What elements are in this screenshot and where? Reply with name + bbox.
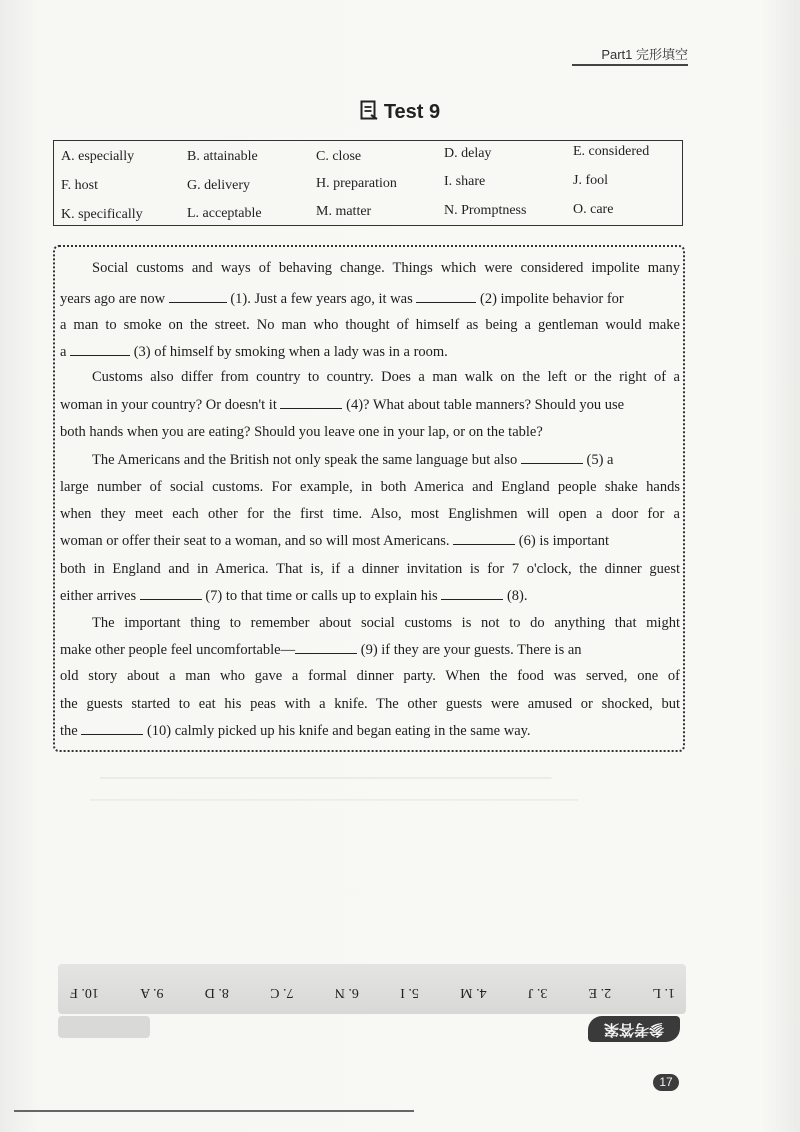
option-m: M. matter — [316, 204, 372, 219]
passage-line: both in England and in America. That is, if a dinner invitation is for 7 o'clock, the dinner guest — [60, 561, 680, 577]
passage-line: woman in your country? Or doesn't it (4)? What about table manners? Should you use — [60, 397, 625, 413]
answer-item: 6. N — [334, 985, 359, 1000]
option-f: F. host — [61, 178, 99, 193]
answer-item: 1. L — [652, 985, 675, 1000]
answer-item: 3. J — [527, 985, 548, 1000]
blank-10[interactable] — [81, 722, 143, 735]
option-a: A. especially — [61, 149, 135, 164]
blank-5[interactable] — [521, 451, 583, 464]
header-rule — [572, 64, 688, 66]
passage-line: make other people feel uncomfortable— (9) if they are your guests. There is an — [60, 642, 582, 658]
option-c: C. close — [316, 149, 362, 164]
answer-key-list — [70, 984, 675, 1000]
option-j: J. fool — [573, 173, 608, 188]
passage-line: old story about a man who gave a formal dinner party. When the food was served, one of — [60, 668, 680, 684]
passage-line: Social customs and ways of behaving change. Things which were considered impolite many — [92, 260, 680, 276]
option-k: K. specifically — [61, 207, 143, 222]
option-o: O. care — [573, 202, 614, 217]
test-title-text: Test 9 — [383, 101, 441, 123]
passage-line: either arrives (7) to that time or calls up to explain his (8). — [60, 588, 528, 604]
blank-8[interactable] — [441, 587, 503, 600]
passage-line: the (10) calmly picked up his knife and began eating in the same way. — [60, 723, 531, 739]
blank-7[interactable] — [140, 587, 202, 600]
answer-key-label: 参考答案 — [604, 1021, 665, 1039]
passage-line: The Americans and the British not only speak the same language but also (5) a — [92, 452, 614, 468]
answer-item: 7. C — [270, 985, 294, 1000]
page-number: 17 — [653, 1074, 679, 1091]
blank-2[interactable] — [416, 290, 476, 303]
passage-line: a man to smoke on the street. No man who thought of himself as being a gentleman would make — [60, 317, 680, 333]
answer-item: 2. E — [588, 985, 612, 1000]
answer-key-tab — [58, 1016, 150, 1038]
blank-9[interactable] — [295, 641, 357, 654]
bleed-through-text: ───────────────────────────────────────────────────── — [90, 793, 579, 808]
option-g: G. delivery — [187, 178, 250, 193]
answer-item: 8. D — [204, 985, 229, 1000]
answer-item: 9. A — [140, 985, 164, 1000]
passage-line: large number of social customs. For example, in both America and England people shake hands — [60, 479, 680, 495]
passage-line: both hands when you are eating? Should you leave one in your lap, or on the table? — [60, 424, 543, 440]
blank-1[interactable] — [169, 290, 227, 303]
option-l: L. acceptable — [187, 206, 262, 221]
passage-line: The important thing to remember about social customs is not to do anything that might — [92, 615, 680, 631]
passage-line: Customs also differ from country to country. Does a man walk on the left or the right of a — [92, 369, 680, 385]
passage-line: the guests started to eat his peas with a knife. The other guests were amused or shocked, but — [60, 696, 680, 712]
passage-line: when they meet each other for the first time. Also, most Englishmen will open a door for a — [60, 506, 680, 522]
answer-item: 5. I — [400, 985, 419, 1000]
answer-key-badge — [588, 1016, 680, 1042]
answer-item: 10. F — [70, 985, 99, 1000]
blank-4[interactable] — [280, 396, 342, 409]
document-icon — [360, 100, 378, 126]
bottom-rule — [14, 1110, 414, 1112]
blank-6[interactable] — [453, 532, 515, 545]
option-h: H. preparation — [316, 176, 397, 191]
word-bank — [53, 140, 683, 226]
passage-line: a (3) of himself by smoking when a lady was in a room. — [60, 344, 448, 360]
passage-line: years ago are now (1). Just a few years ago, it was (2) impolite behavior for — [60, 291, 624, 307]
option-d: D. delay — [444, 146, 492, 161]
option-i: I. share — [444, 174, 486, 189]
passage-line: woman or offer their seat to a woman, and so will most Americans. (6) is important — [60, 533, 610, 549]
test-title — [0, 100, 800, 126]
blank-3[interactable] — [70, 343, 130, 356]
answer-item: 4. M — [460, 985, 487, 1000]
bleed-through-text: ───────────────────────────────────────────────── — [100, 771, 552, 786]
option-b: B. attainable — [187, 149, 258, 164]
option-n: N. Promptness — [444, 203, 527, 218]
section-header: Part1 完形填空 — [601, 47, 688, 62]
option-e: E. considered — [573, 144, 650, 159]
